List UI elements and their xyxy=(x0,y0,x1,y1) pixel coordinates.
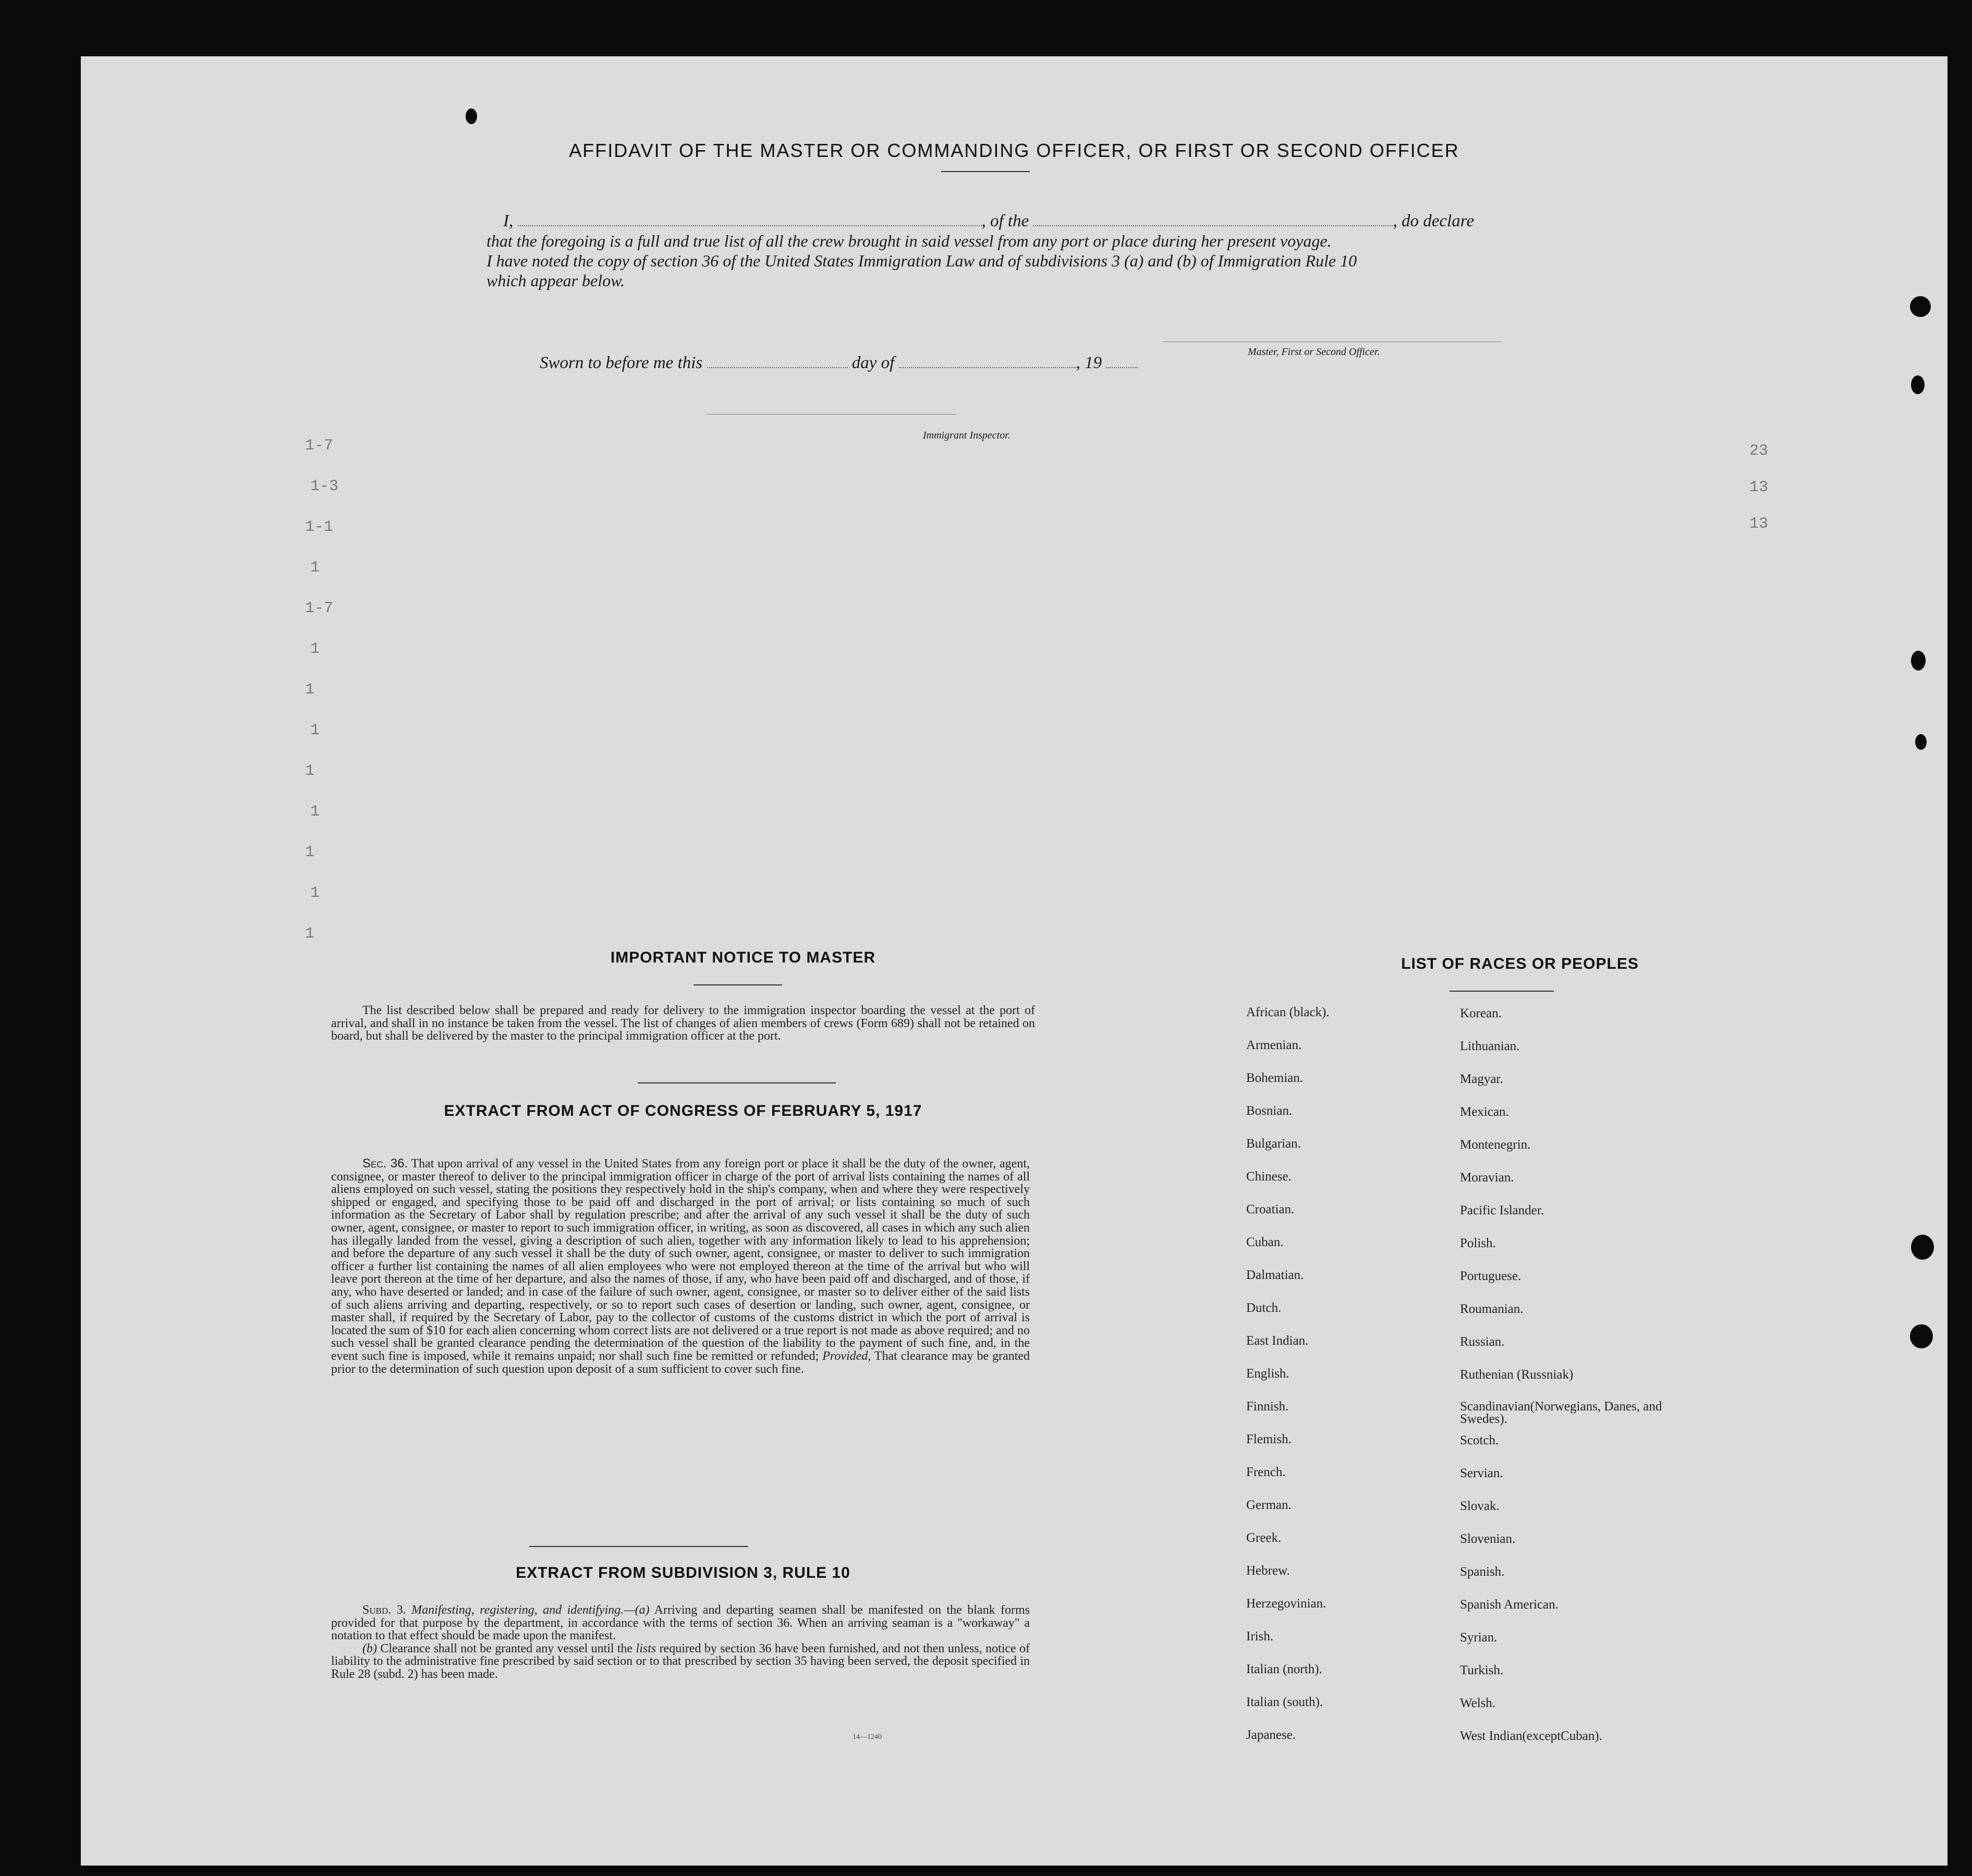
act-proviso-text: That clearance may be granted prior to the determination of such question upon deposit of a sum sufficient to cover such fine. xyxy=(331,1349,1030,1376)
affidavit-title: AFFIDAVIT OF THE MASTER OR COMMANDING OFFICER, OR FIRST OR SECOND OFFICER xyxy=(569,140,1459,161)
act-rule xyxy=(529,1546,748,1547)
race-item: French. xyxy=(1246,1465,1286,1479)
sworn-year-field[interactable] xyxy=(1106,367,1137,368)
race-item: Ruthenian (Russniak) xyxy=(1460,1368,1574,1382)
race-item: English. xyxy=(1246,1367,1289,1381)
race-item: German. xyxy=(1246,1498,1292,1512)
year-prefix: , 19 xyxy=(1076,354,1102,372)
race-item: Cuban. xyxy=(1246,1235,1284,1249)
inspector-line xyxy=(707,414,957,415)
rule-subd-title: Manifesting, registering, and identifying.—(a) xyxy=(411,1603,650,1617)
punch-hole-3 xyxy=(1911,375,1925,394)
bleed-through-mark: 13 xyxy=(1749,479,1769,496)
act-text xyxy=(331,1158,1030,1375)
race-item: Bulgarian. xyxy=(1246,1137,1301,1151)
race-item: Korean. xyxy=(1460,1006,1502,1020)
bleed-through-mark: 1 xyxy=(310,803,320,821)
race-item: Hebrew. xyxy=(1246,1564,1290,1578)
race-item: Italian (south). xyxy=(1246,1695,1323,1709)
title-underline xyxy=(941,171,1030,172)
race-item: Slovak. xyxy=(1460,1499,1500,1513)
notice-heading-rule xyxy=(693,984,782,985)
rule-para-b-part1: Clearance shall not be granted any vessel until the xyxy=(380,1641,633,1655)
bleed-through-mark: 1 xyxy=(305,925,315,943)
inspector-caption: Immigrant Inspector. xyxy=(923,430,1011,441)
rule-para-b-part2: required by section 36 have been furnished, and not then unless, notice of liability to the administrative fine prescribed by said section or to that prescribed by section 35 having been served, the deposit specified in Rule 28 (subd. 2) has been made. xyxy=(331,1641,1030,1681)
bleed-through-mark: 1-3 xyxy=(310,478,339,495)
race-item: Finnish. xyxy=(1246,1399,1289,1414)
act-proviso-label: Provided, xyxy=(822,1349,871,1363)
race-item: Mexican. xyxy=(1460,1105,1509,1119)
races-heading-rule xyxy=(1450,991,1554,992)
race-item: Irish. xyxy=(1246,1629,1274,1643)
race-item: Herzegovinian. xyxy=(1246,1597,1326,1611)
races-column-right xyxy=(1460,1006,1689,1762)
race-item: Croatian. xyxy=(1246,1202,1295,1216)
race-item: Russian. xyxy=(1460,1335,1505,1349)
race-item: Italian (north). xyxy=(1246,1662,1322,1676)
race-item: Welsh. xyxy=(1460,1696,1496,1710)
bleed-through-mark: 1 xyxy=(305,844,315,861)
notice-heading: IMPORTANT NOTICE TO MASTER xyxy=(610,949,876,966)
race-item: Greek. xyxy=(1246,1531,1282,1545)
act-heading: EXTRACT FROM ACT OF CONGRESS OF FEBRUARY 5, 1917 xyxy=(444,1102,922,1119)
race-item: Moravian. xyxy=(1460,1171,1514,1185)
rule-heading: EXTRACT FROM SUBDIVISION 3, RULE 10 xyxy=(516,1564,850,1581)
bleed-through-mark: 13 xyxy=(1749,515,1769,533)
sworn-month-field[interactable] xyxy=(899,367,1076,368)
race-item: Bosnian. xyxy=(1246,1104,1293,1118)
race-item: Montenegrin. xyxy=(1460,1138,1531,1152)
act-section-label: Sec. 36. xyxy=(362,1156,408,1171)
affidavit-line-3: I have noted the copy of section 36 of the United States Immigration Law and of subdivisions 3 (a) and (b) of Immigration Rule 10 xyxy=(486,251,1357,270)
race-item: Chinese. xyxy=(1246,1170,1292,1184)
punch-hole-4 xyxy=(1911,651,1926,671)
race-item: Dutch. xyxy=(1246,1301,1282,1315)
race-item: Servian. xyxy=(1460,1466,1503,1480)
sworn-day-field[interactable] xyxy=(707,367,848,368)
bleed-through-mark: 23 xyxy=(1749,442,1769,460)
bleed-through-mark: 1 xyxy=(305,681,315,699)
punch-hole-5 xyxy=(1915,734,1927,750)
race-item: Spanish American. xyxy=(1460,1598,1559,1612)
day-of-label: day of xyxy=(851,354,895,372)
affidavit-line-4: which appear below. xyxy=(486,271,625,290)
document-page xyxy=(81,56,1947,1866)
races-column-left xyxy=(1246,1005,1455,1761)
do-declare-label: , do declare xyxy=(1393,212,1474,230)
affidavit-line-1 xyxy=(503,212,1474,231)
sworn-prefix: Sworn to before me this xyxy=(540,354,703,372)
race-item: Slovenian. xyxy=(1460,1532,1516,1546)
notice-rule xyxy=(638,1082,836,1083)
punch-hole-6 xyxy=(1911,1235,1934,1260)
act-body: That upon arrival of any vessel in the United States from any foreign port or place it shall be the duty of the owner, agent, consignee, or master thereof to deliver to the principal immigration officer in charge of the port of arrival lists containing the names of all aliens employed on such vessel, stating the positions they respectively hold in the ship's company, when and where they were respectively shipped or engaged, and specifying those to be paid off and discharged in the port of arrival; or lists containing so much of such information as the Secretary of Labor shall by regulation prescribe; and after the arrival of any such vessel it shall be the duty of such owner, agent, consignee, or master to report to such immigration officer, in writing, as soon as discovered, all cases in which any such alien has illegally landed from the vessel, giving a description of such alien, together with any information likely to lead to his apprehension; and before the departure of any such vessel it shall be the duty of such owner, agent, consignee, or master to deliver to such immigration officer a further list containing the names of all alien employees who were not employed thereon at the time of the arrival but who will leave port thereon at the time of her departure, and also the names of those, if any, who have been paid off and discharged, and of those, if any, who have deserted or landed; and in case of the failure of such owner, agent, consignee, or master so to deliver either of the said lists of such aliens arriving and departing, respectively, or so to report such cases of desertion or landing, such owner, agent, consignee, or master shall, if required by the Secretary of Labor, pay to the collector of customs of the customs district in which the port of arrival is located the sum of $10 for each alien concerning whom correct lists are not delivered or a true report is not made as above required; and no such vessel shall be granted clearance pending the determination of the question of the liability to the payment of such fine, and, in the event such fine is imposed, while it remains unpaid; nor shall such fine be remitted or refunded; xyxy=(331,1157,1030,1363)
race-item: Flemish. xyxy=(1246,1432,1292,1446)
race-item: Scandinavian(Norwegians, Danes, and Swedes). xyxy=(1460,1399,1662,1426)
race-item: Magyar. xyxy=(1460,1072,1503,1086)
race-item: Polish. xyxy=(1460,1236,1496,1250)
race-item: Spanish. xyxy=(1460,1565,1505,1579)
declarant-prefix: I, xyxy=(503,212,514,230)
bleed-through-mark: 1-7 xyxy=(305,437,334,455)
races-heading: LIST OF RACES OR PEOPLES xyxy=(1401,955,1639,972)
race-item: Bohemian. xyxy=(1246,1071,1304,1085)
rule-text xyxy=(331,1604,1030,1681)
vessel-name-field[interactable] xyxy=(1033,225,1393,226)
race-item: Syrian. xyxy=(1460,1630,1498,1644)
bleed-through-mark: 1-7 xyxy=(305,600,334,617)
race-item: West Indian(exceptCuban). xyxy=(1460,1729,1602,1743)
bleed-through-mark: 1 xyxy=(310,559,320,577)
race-item: Scotch. xyxy=(1460,1433,1499,1447)
bleed-through-mark: 1 xyxy=(310,722,320,739)
declarant-name-field[interactable] xyxy=(518,225,982,226)
punch-hole-2 xyxy=(1910,296,1931,317)
signature-caption: Master, First or Second Officer. xyxy=(1248,346,1380,358)
bleed-through-mark: 1 xyxy=(310,884,320,902)
race-item: Dalmatian. xyxy=(1246,1268,1304,1282)
race-item: Armenian. xyxy=(1246,1038,1302,1052)
race-item: Lithuanian. xyxy=(1460,1039,1520,1053)
notice-text: The list described below shall be prepared and ready for delivery to the immigration inspector boarding the vessel at the port of arrival, and shall in no instance be taken from the vessel. The list of changes of alien members of crews (Form 689) shall not be retained on board, but shall be delivered by the master to the principal immigration officer at the port. xyxy=(331,1004,1035,1043)
bleed-through-mark: 1 xyxy=(310,640,320,658)
race-item: Japanese. xyxy=(1246,1728,1296,1742)
sworn-line xyxy=(540,354,1137,373)
form-number: 14—1240 xyxy=(853,1733,882,1741)
bleed-through-mark: 1 xyxy=(305,762,315,780)
bleed-through-mark: 1-1 xyxy=(305,518,334,536)
of-the-label: , of the xyxy=(981,212,1029,230)
punch-hole-7 xyxy=(1910,1324,1933,1348)
rule-subd-label: Subd. 3. xyxy=(362,1603,406,1617)
race-item: Turkish. xyxy=(1460,1663,1504,1677)
punch-hole-1 xyxy=(466,108,477,124)
race-item: African (black). xyxy=(1246,1005,1330,1019)
affidavit-line-2: that the foregoing is a full and true list of all the crew brought in said vessel from any port or place during her present voyage. xyxy=(486,232,1332,250)
rule-para-a: Arriving and departing seamen shall be manifested on the blank forms provided for that purpose by the department, in accordance with the terms of section 36. When an arriving seaman is a "workaway" a notation to that effect should be made upon the manifest. xyxy=(331,1603,1030,1643)
race-item: Roumanian. xyxy=(1460,1302,1524,1316)
race-item: Portuguese. xyxy=(1460,1269,1521,1283)
rule-para-b-label: (b) xyxy=(362,1641,377,1655)
rule-para-b-lists: lists xyxy=(636,1641,656,1655)
race-item: East Indian. xyxy=(1246,1334,1309,1348)
race-item: Pacific Islander. xyxy=(1460,1203,1544,1217)
